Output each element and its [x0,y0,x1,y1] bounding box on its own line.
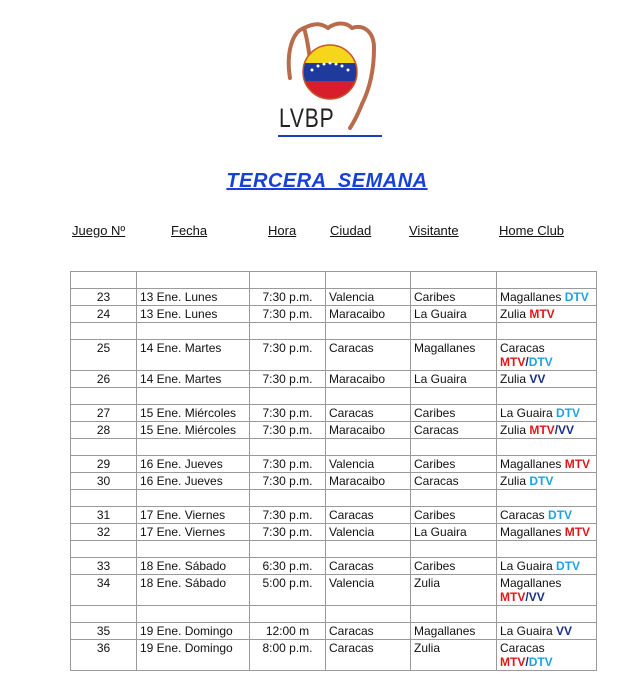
spacer-cell [137,388,250,405]
visitante-cell: Magallanes [411,623,497,640]
tv-dtv-badge: DTV [548,508,573,522]
home-club-name: La Guaira [500,559,553,573]
spacer-cell [137,323,250,340]
game-row [71,558,597,575]
tv-dtv-badge: DTV [564,290,589,304]
ciudad-cell: Caracas [326,558,411,575]
hora-cell: 8:00 p.m. [250,640,326,671]
spacer-cell [411,272,497,289]
home-club-name: Caracas [500,341,545,355]
hora-cell: 7:30 p.m. [250,524,326,541]
ciudad-cell: Valencia [326,575,411,606]
juego-cell: 36 [71,640,137,671]
hora-cell: 6:30 p.m. [250,558,326,575]
hora-cell: 7:30 p.m. [250,306,326,323]
juego-cell: 32 [71,524,137,541]
tv-vv-badge: VV [558,423,575,437]
fecha-cell: 16 Ene. Jueves [137,473,250,490]
home-club-name: Caracas [500,641,545,655]
visitante-cell: Caribes [411,405,497,422]
spacer-cell [326,541,411,558]
game-row [71,422,597,439]
home-club-cell [497,456,597,473]
home-club-name: Zulia [500,372,527,386]
tv-mtv-badge: MTV [500,655,526,669]
spacer-cell [250,388,326,405]
ciudad-cell: Caracas [326,507,411,524]
spacer-cell [71,388,137,405]
game-row [71,507,597,524]
tv-dtv-badge: DTV [529,474,554,488]
tv-vv-badge: VV [529,372,546,386]
juego-cell: 24 [71,306,137,323]
spacer-cell [250,272,326,289]
spacer-row [71,323,597,340]
fecha-cell: 14 Ene. Martes [137,371,250,388]
fecha-cell: 13 Ene. Lunes [137,289,250,306]
game-row [71,306,597,323]
juego-cell: 33 [71,558,137,575]
spacer-cell [250,323,326,340]
schedule-table [70,271,597,671]
spacer-row [71,490,597,507]
hora-cell: 7:30 p.m. [250,289,326,306]
tv-dtv-badge: DTV [528,355,553,369]
spacer-cell [250,439,326,456]
hora-cell: 5:00 p.m. [250,575,326,606]
fecha-cell: 16 Ene. Jueves [137,456,250,473]
spacer-cell [137,490,250,507]
fecha-cell: 17 Ene. Viernes [137,524,250,541]
fecha-cell: 15 Ene. Miércoles [137,422,250,439]
home-club-cell [497,371,597,388]
hora-cell: 7:30 p.m. [250,507,326,524]
game-row [71,575,597,606]
visitante-cell: La Guaira [411,371,497,388]
juego-cell: 23 [71,289,137,306]
home-club-cell [497,340,597,371]
ciudad-cell: Caracas [326,340,411,371]
home-club-name: Caracas [500,508,545,522]
spacer-cell [497,541,597,558]
home-club-cell [497,306,597,323]
spacer-cell [71,606,137,623]
tv-mtv-badge: MTV [500,590,526,604]
home-club-name: La Guaira [500,406,553,420]
ciudad-cell: Caracas [326,623,411,640]
ciudad-cell: Maracaibo [326,306,411,323]
game-row [71,640,597,671]
visitante-cell: Magallanes [411,340,497,371]
juego-cell: 34 [71,575,137,606]
home-club-name: Magallanes [500,576,562,590]
ciudad-cell: Valencia [326,456,411,473]
fecha-cell: 18 Ene. Sábado [137,558,250,575]
tv-mtv-badge: MTV [500,355,526,369]
visitante-cell: Zulia [411,575,497,606]
tv-separator: / [525,355,529,369]
spacer-cell [137,541,250,558]
visitante-cell: Caracas [411,422,497,439]
tv-separator: / [525,655,529,669]
visitante-cell: Caribes [411,558,497,575]
juego-cell: 25 [71,340,137,371]
home-club-cell [497,422,597,439]
visitante-cell: Caracas [411,473,497,490]
spacer-row [71,606,597,623]
hora-cell: 7:30 p.m. [250,422,326,439]
schedule-body [71,272,597,671]
spacer-cell [71,439,137,456]
hora-cell: 7:30 p.m. [250,456,326,473]
spacer-cell [71,541,137,558]
home-club-cell [497,507,597,524]
page-title: TERCERA SEMANA [226,170,428,192]
tv-mtv-badge: MTV [529,423,555,437]
juego-cell: 29 [71,456,137,473]
home-club-name: Magallanes [500,457,562,471]
home-club-name: Zulia [500,474,527,488]
spacer-cell [326,388,411,405]
juego-cell: 27 [71,405,137,422]
home-club-cell [497,558,597,575]
tv-dtv-badge: DTV [528,655,553,669]
hora-cell: 7:30 p.m. [250,473,326,490]
home-club-cell [497,289,597,306]
spacer-cell [411,490,497,507]
logo-text: LVBP [279,103,335,133]
hora-cell: 12:00 m [250,623,326,640]
spacer-cell [71,490,137,507]
visitante-cell: Zulia [411,640,497,671]
spacer-cell [326,323,411,340]
spacer-cell [250,606,326,623]
ciudad-cell: Valencia [326,289,411,306]
juego-cell: 28 [71,422,137,439]
spacer-cell [137,606,250,623]
tv-separator: / [554,423,559,437]
game-row [71,405,597,422]
game-row [71,289,597,306]
tv-dtv-badge: DTV [556,406,581,420]
juego-cell: 30 [71,473,137,490]
tv-mtv-badge: MTV [564,525,591,539]
tv-vv-badge: VV [556,624,573,638]
game-row [71,623,597,640]
spacer-cell [497,439,597,456]
home-club-name: La Guaira [500,624,553,638]
spacer-cell [411,606,497,623]
spacer-cell [137,272,250,289]
fecha-cell: 19 Ene. Domingo [137,640,250,671]
spacer-cell [411,439,497,456]
spacer-cell [411,388,497,405]
tv-mtv-badge: MTV [564,457,591,471]
visitante-cell: La Guaira [411,306,497,323]
home-club-name: Magallanes [500,290,562,304]
home-club-name: Zulia [500,307,527,321]
tv-dtv-badge: DTV [556,559,581,573]
header-fecha: Fecha [171,223,208,238]
fecha-cell: 17 Ene. Viernes [137,507,250,524]
spacer-cell [326,606,411,623]
fecha-cell: 14 Ene. Martes [137,340,250,371]
fecha-cell: 19 Ene. Domingo [137,623,250,640]
header-hora: Hora [268,223,297,238]
spacer-cell [137,439,250,456]
spacer-cell [71,272,137,289]
header-ciudad: Ciudad [330,223,372,238]
spacer-row [71,439,597,456]
spacer-cell [326,272,411,289]
header-visitante: Visitante [409,223,459,238]
spacer-cell [326,439,411,456]
visitante-cell: Caribes [411,289,497,306]
spacer-cell [411,323,497,340]
game-row [71,371,597,388]
spacer-cell [71,323,137,340]
home-club-cell [497,405,597,422]
ciudad-cell: Maracaibo [326,422,411,439]
spacer-cell [250,541,326,558]
juego-cell: 26 [71,371,137,388]
ciudad-cell: Caracas [326,405,411,422]
visitante-cell: Caribes [411,507,497,524]
game-row [71,524,597,541]
game-row [71,473,597,490]
spacer-cell [497,323,597,340]
home-club-name: Magallanes [500,525,562,539]
ciudad-cell: Caracas [326,640,411,671]
juego-cell: 35 [71,623,137,640]
ciudad-cell: Maracaibo [326,371,411,388]
spacer-cell [497,388,597,405]
ciudad-cell: Maracaibo [326,473,411,490]
spacer-row [71,541,597,558]
tv-vv-badge: VV [528,590,545,604]
header-home-club: Home Club [499,223,565,238]
home-club-cell [497,640,597,671]
fecha-cell: 13 Ene. Lunes [137,306,250,323]
visitante-cell: La Guaira [411,524,497,541]
home-club-name: Zulia [500,423,527,437]
spacer-cell [497,272,597,289]
spacer-cell [497,490,597,507]
ciudad-cell: Valencia [326,524,411,541]
game-row [71,456,597,473]
visitante-cell: Caribes [411,456,497,473]
spacer-cell [250,490,326,507]
spacer-row [71,388,597,405]
spacer-cell [497,606,597,623]
hora-cell: 7:30 p.m. [250,405,326,422]
spacer-cell [326,490,411,507]
hora-cell: 7:30 p.m. [250,340,326,371]
hora-cell: 7:30 p.m. [250,371,326,388]
spacer-cell [411,541,497,558]
juego-cell: 31 [71,507,137,524]
header-juego: Juego Nº [72,223,126,238]
fecha-cell: 15 Ene. Miércoles [137,405,250,422]
game-row [71,340,597,371]
home-club-cell [497,623,597,640]
home-club-cell [497,575,597,606]
tv-separator: / [525,590,529,604]
home-club-cell [497,524,597,541]
spacer-row [71,272,597,289]
home-club-cell [497,473,597,490]
tv-mtv-badge: MTV [529,307,555,321]
fecha-cell: 18 Ene. Sábado [137,575,250,606]
